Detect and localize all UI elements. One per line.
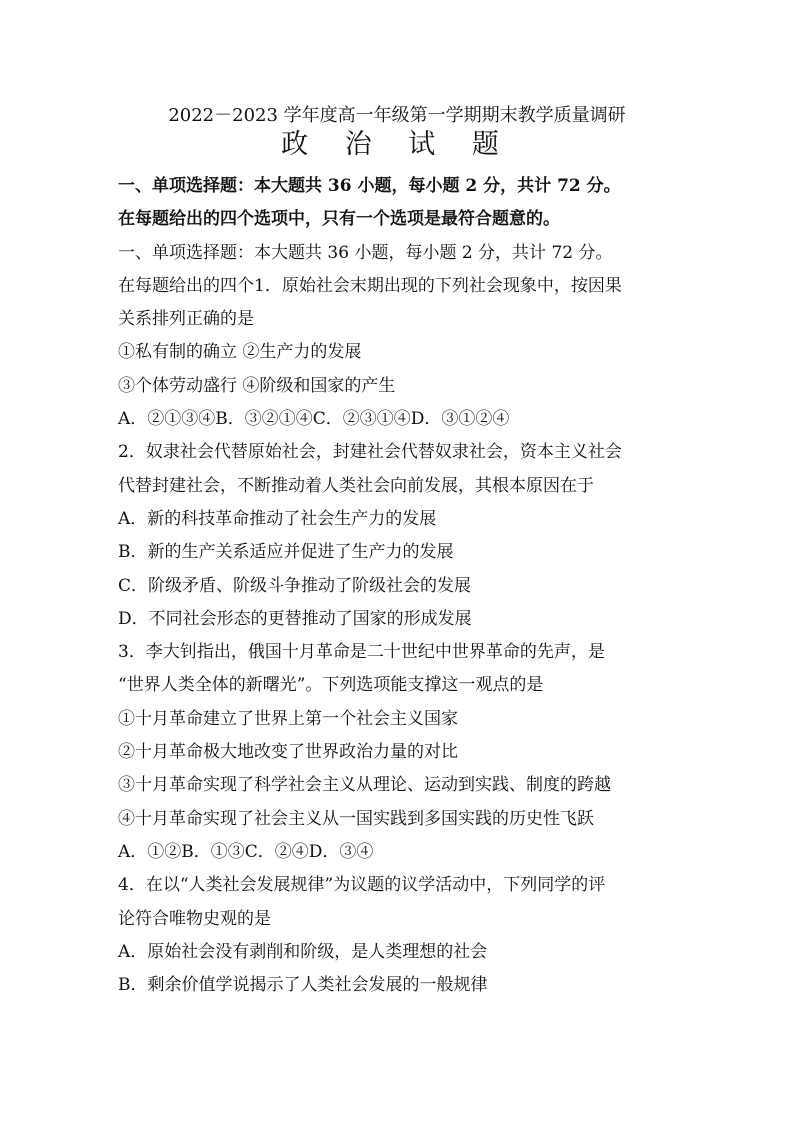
section-instruction-line: 在每题给出的四个选项中，只有一个选项是最符合题意的。 (118, 209, 560, 230)
question-2-option-d: D．不同社会形态的更替推动了国家的形成发展 (118, 608, 472, 629)
section-heading-repeat-line: 一、单项选择题：本大题共 36 小题，每小题 2 分，共计 72 分。 (118, 242, 613, 263)
question-3-item-4: ④十月革命实现了社会主义从一国实践到多国实践的历史性飞跃 (118, 808, 594, 829)
section-heading-line: 一、单项选择题：本大题共 36 小题，每小题 2 分，共计 72 分。 (118, 176, 621, 196)
question-2-option-b: B．新的生产关系适应并促进了生产力的发展 (118, 542, 454, 563)
question-2-stem-line-2: 代替封建社会，不断推动着人类社会向前发展，其根本原因在于 (118, 475, 594, 496)
question-3-options: A．①②B．①③C．②④D．③④ (118, 841, 374, 862)
question-3-item-1: ①十月革命建立了世界上第一个社会主义国家 (118, 708, 458, 729)
question-3-item-2: ②十月革命极大地改变了世界政治力量的对比 (118, 742, 458, 763)
question-1-options: A．②①③④B．③②①④C．②③①④D．③①②④ (118, 409, 510, 430)
question-3-stem-line-2: “世界人类全体的新曙光”。下列选项能支撑这一观点的是 (118, 675, 544, 696)
question-1-stem-line-1: 在每题给出的四个1．原始社会末期出现的下列社会现象中，按因果 (118, 275, 622, 296)
question-2-option-a: A．新的科技革命推动了社会生产力的发展 (118, 508, 437, 529)
question-4-stem-line-2: 论符合唯物史观的是 (118, 908, 271, 929)
question-1-item-line-1: ①私有制的确立 ②生产力的发展 (118, 342, 362, 363)
question-4-option-a: A．原始社会没有剥削和阶级，是人类理想的社会 (118, 941, 488, 962)
question-1-stem-line-2: 关系排列正确的是 (118, 309, 254, 330)
exam-body (118, 170, 688, 1002)
exam-title: 2022－2023 学年度高一年级第一学期期末教学质量调研 (168, 105, 626, 126)
question-2-option-c: C．阶级矛盾、阶级斗争推动了阶级社会的发展 (118, 575, 472, 596)
question-2-stem-line-1: 2．奴隶社会代替原始社会，封建社会代替奴隶社会，资本主义社会 (118, 442, 622, 463)
question-4-option-b: B．剩余价值学说揭示了人类社会发展的一般规律 (118, 975, 488, 996)
exam-subject-title: 政 治 试 题 (281, 129, 513, 160)
question-3-stem-line-1: 3．李大钊指出，俄国十月革命是二十世纪中世界革命的先声，是 (118, 642, 605, 663)
question-1-item-line-2: ③个体劳动盛行 ④阶级和国家的产生 (118, 375, 396, 396)
question-3-item-3: ③十月革命实现了科学社会主义从理论、运动到实践、制度的跨越 (118, 775, 611, 796)
question-4-stem-line-1: 4．在以“人类社会发展规律”为议题的议学活动中，下列同学的评 (118, 875, 606, 896)
